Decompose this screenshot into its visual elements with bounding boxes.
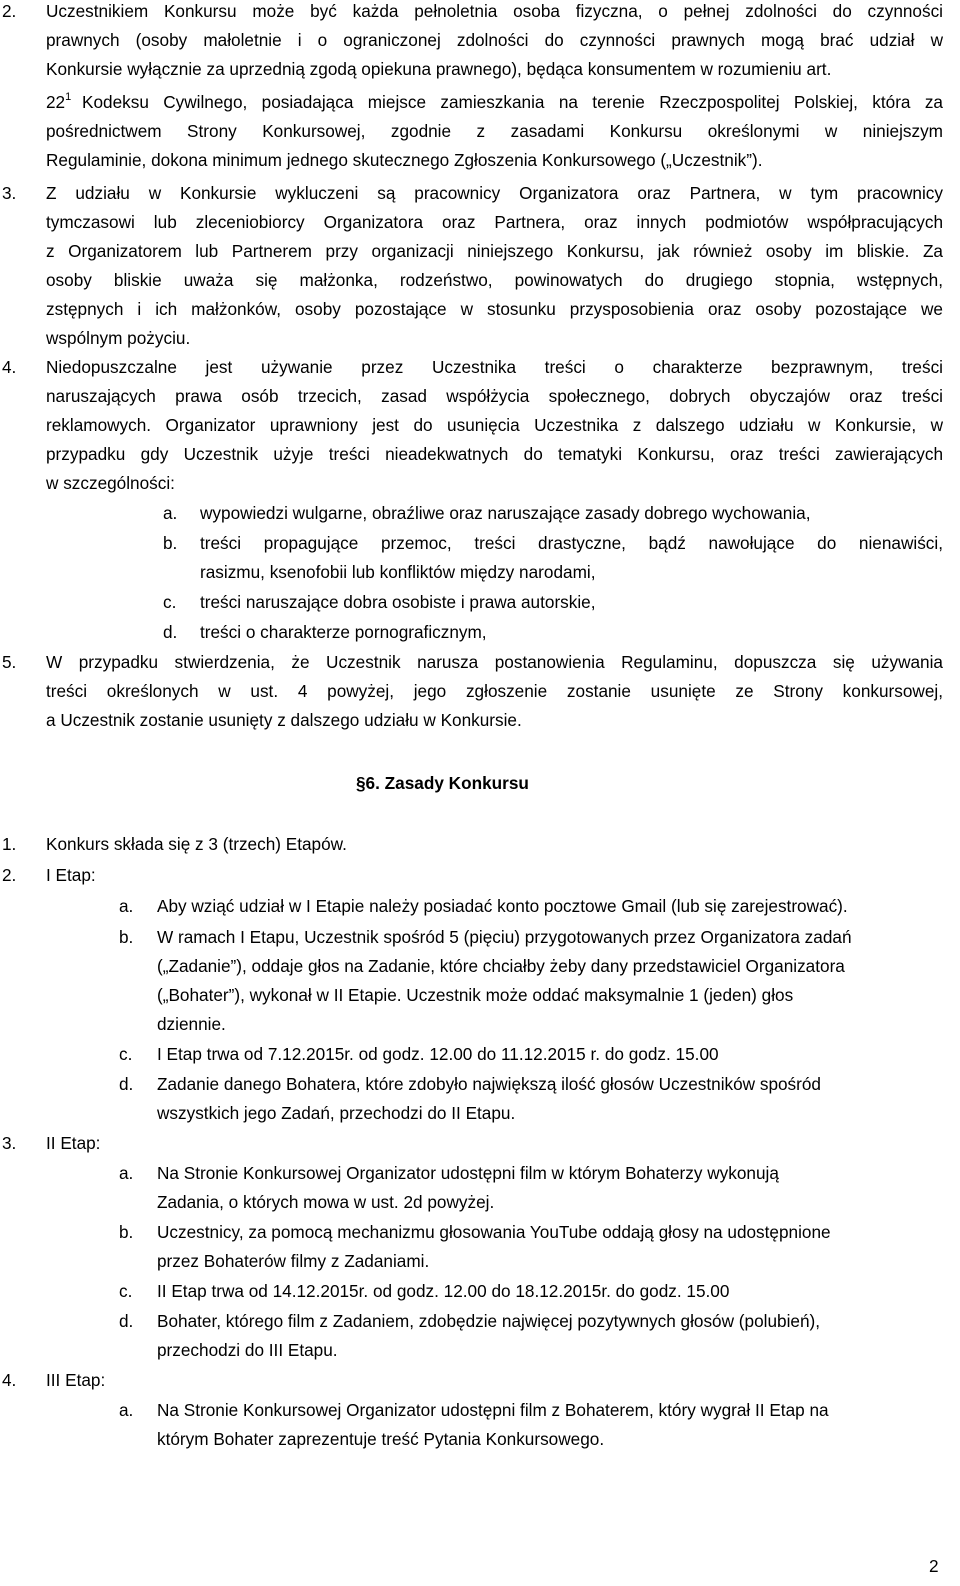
sublist-line: Aby wziąć udział w I Etapie należy posiadać konto pocztowe Gmail (lub się zarejestrować). <box>157 896 848 916</box>
sublist-line: Na Stronie Konkursowej Organizator udostępni film z Bohaterem, który wygrał II Etap na <box>157 1400 829 1420</box>
sublist-letter: c. <box>119 1044 133 1064</box>
sublist-line: Zadania, o których mowa w ust. 2d powyżej. <box>157 1192 495 1212</box>
list-number: 4. <box>2 1370 17 1390</box>
paragraph-line: W przypadku stwierdzenia, że Uczestnik narusza postanowienia Regulaminu, dopuszcza się używania <box>46 652 943 672</box>
stage-label: III Etap: <box>46 1370 106 1390</box>
paragraph-line: tymczasowi lub zleceniobiorcy Organizatora oraz Partnera, oraz innych podmiotów współpracujących <box>46 212 943 232</box>
sublist-letter: b. <box>163 533 178 553</box>
art-number: $22^1$ <box>46 91 72 112</box>
sublist-letter: a. <box>163 503 178 523</box>
sublist-line: Bohater, którego film z Zadaniem, zdobędzie najwięcej pozytywnych głosów (polubień), <box>157 1311 821 1331</box>
sublist-letter: b. <box>119 927 134 947</box>
paragraph-line: Uczestnikiem Konkursu może być każda pełnoletnia osoba fizyczna, o pełnej zdolności do czynności <box>46 1 943 21</box>
stage-label: I Etap: <box>46 865 96 885</box>
list-number: 2. <box>2 865 17 885</box>
sublist-letter: b. <box>119 1222 134 1242</box>
paragraph-line: w szczególności: <box>46 473 175 493</box>
paragraph-line: Z udziału w Konkursie wykluczeni są pracownicy Organizatora oraz Partnera, w tym pracownicy <box>46 183 943 203</box>
sublist-line: treści naruszające dobra osobiste i prawa autorskie, <box>200 592 596 612</box>
sublist-letter: d. <box>119 1074 134 1094</box>
paragraph-line: przypadku gdy Uczestnik użyje treści nieadekwatnych do tematyki Konkursu, oraz treści zawierających <box>46 444 943 464</box>
sublist-line: którym Bohater zaprezentuje treść Pytania Konkursowego. <box>157 1429 605 1449</box>
sublist-letter: c. <box>119 1281 133 1301</box>
paragraph-line: wspólnym pożyciu. <box>46 328 191 348</box>
paragraph-line: osoby bliskie uważa się małżonka, rodzeństwo, powinowatych do drugiego stopnia, wstępnych, <box>46 270 943 290</box>
sublist-line: Zadanie danego Bohatera, które zdobyło największą ilość głosów Uczestników spośród <box>157 1074 821 1094</box>
paragraph-line: pośrednictwem Strony Konkursowej, zgodnie z zasadami Konkursu określonymi w niniejszym <box>46 121 943 141</box>
sublist-line: Uczestnicy, za pomocą mechanizmu głosowania YouTube oddają głosy na udostępnione <box>157 1222 831 1242</box>
list-number: 2. <box>2 1 17 21</box>
sublist-line: dziennie. <box>157 1014 226 1034</box>
sublist-line: wypowiedzi wulgarne, obraźliwe oraz naruszające zasady dobrego wychowania, <box>200 503 811 523</box>
sublist-line: („Zadanie”), oddaje głos na Zadanie, które chciałby żeby dany przedstawiciel Organizatora <box>157 956 845 976</box>
superscript: 1 <box>65 91 72 103</box>
list-number: 1. <box>2 834 17 854</box>
list-number: 5. <box>2 652 17 672</box>
sublist-line: Na Stronie Konkursowej Organizator udostępni film w którym Bohaterzy wykonują <box>157 1163 779 1183</box>
sublist-line: W ramach I Etapu, Uczestnik spośród 5 (pięciu) przygotowanych przez Organizatora zadań <box>157 927 852 947</box>
sublist-line: przez Bohaterów filmy z Zadaniami. <box>157 1251 430 1271</box>
stage-label: II Etap: <box>46 1133 101 1153</box>
sublist-letter: d. <box>119 1311 134 1331</box>
sublist-line: I Etap trwa od 7.12.2015r. od godz. 12.00 do 11.12.2015 r. do godz. 15.00 <box>157 1044 719 1064</box>
sublist-line: wszystkich jego Zadań, przechodzi do II Etapu. <box>157 1103 516 1123</box>
sublist-letter: d. <box>163 622 178 642</box>
sublist-line: II Etap trwa od 14.12.2015r. od godz. 12.00 do 18.12.2015r. do godz. 15.00 <box>157 1281 730 1301</box>
sublist-line: treści propagujące przemoc, treści drastyczne, bądź nawołujące do nienawiści, <box>200 533 943 553</box>
sublist-line: przechodzi do III Etapu. <box>157 1340 338 1360</box>
paragraph-line: Regulaminie, dokona minimum jednego skutecznego Zgłoszenia Konkursowego („Uczestnik”). <box>46 150 763 170</box>
sublist-letter: a. <box>119 1400 134 1420</box>
sublist-line: treści o charakterze pornograficznym, <box>200 622 487 642</box>
section-heading: §6. Zasady Konkursu <box>356 773 529 793</box>
list-number: 4. <box>2 357 17 377</box>
paragraph-line: reklamowych. Organizator uprawniony jest do usunięcia Uczestnika z dalszego udziału w Konkursie, w <box>46 415 943 435</box>
sublist-letter: a. <box>119 1163 134 1183</box>
paragraph-line: Konkurs składa się z 3 (trzech) Etapów. <box>46 834 347 854</box>
paragraph-line: Kodeksu Cywilnego, posiadająca miejsce zamieszkania na terenie Rzeczpospolitej Polskiej, która za <box>82 92 943 112</box>
sublist-line: („Bohater”), wykonał w II Etapie. Uczestnik może oddać maksymalnie 1 (jeden) głos <box>157 985 794 1005</box>
sublist-line: rasizmu, ksenofobii lub konfliktów między narodami, <box>200 562 596 582</box>
sublist-letter: c. <box>163 592 177 612</box>
paragraph-line: naruszających prawa osób trzecich, zasad współżycia społecznego, dobrych obyczajów oraz treści <box>46 386 943 406</box>
paragraph-line: z Organizatorem lub Partnerem przy organizacji niniejszego Konkursu, jak również osoby im bliskie. Za <box>46 241 943 261</box>
paragraph-line: zstępnych i ich małżonków, osoby pozostające w stosunku przysposobienia oraz osoby pozostające we <box>46 299 943 319</box>
list-number: 3. <box>2 183 17 203</box>
page-number: 2 <box>929 1556 939 1576</box>
sublist-letter: a. <box>119 896 134 916</box>
paragraph-line: a Uczestnik zostanie usunięty z dalszego udziału w Konkursie. <box>46 710 522 730</box>
paragraph-line: prawnych (osoby małoletnie i o ograniczonej zdolności do czynności prawnych mogą brać udział w <box>46 30 943 50</box>
list-number: 3. <box>2 1133 17 1153</box>
paragraph-line: treści określonych w ust. 4 powyżej, jego zgłoszenie zostanie usunięte ze Strony konkursowej, <box>46 681 943 701</box>
paragraph-line: Niedopuszczalne jest używanie przez Uczestnika treści o charakterze bezprawnym, treści <box>46 357 943 377</box>
paragraph-line: Konkursie wyłącznie za uprzednią zgodą opiekuna prawnego), będąca konsumentem w rozumieniu art. <box>46 59 832 79</box>
